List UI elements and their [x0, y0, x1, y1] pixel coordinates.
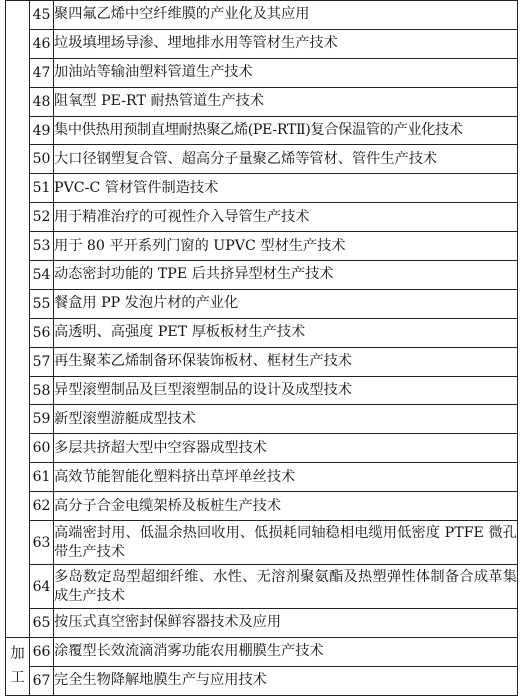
- table-row: [6, 347, 518, 376]
- row-number: 49: [30, 116, 54, 145]
- technology-name: 高透明、高强度 PET 厚板板材生产技术: [54, 318, 518, 347]
- table-row: [6, 492, 518, 521]
- table-row: [6, 29, 518, 58]
- technology-name: 聚四氟乙烯中空纤维膜的产业化及其应用: [54, 1, 518, 30]
- table-row: [6, 87, 518, 116]
- technology-name: 动态密封功能的 TPE 后共挤异型材生产技术: [54, 261, 518, 290]
- row-number: 67: [30, 666, 54, 695]
- technology-name: 新型滚塑游艇成型技术: [54, 405, 518, 434]
- table-row: [6, 289, 518, 318]
- technology-table: [5, 0, 518, 696]
- row-number: 60: [30, 434, 54, 463]
- technology-name: 高效节能智能化塑料挤出草坪单丝技术: [54, 463, 518, 492]
- technology-name: 大口径钢塑复合管、超高分子量聚乙烯等管材、管件生产技术: [54, 145, 518, 174]
- row-number: 53: [30, 232, 54, 261]
- category-cell-top: [6, 1, 30, 638]
- table-row: [6, 116, 518, 145]
- technology-name: PVC-C 管材管件制造技术: [54, 174, 518, 203]
- row-number: 46: [30, 29, 54, 58]
- row-number: 48: [30, 87, 54, 116]
- technology-name: 餐盒用 PP 发泡片材的产业化: [54, 289, 518, 318]
- table-row: [6, 637, 518, 666]
- technology-name: 阻氧型 PE-RT 耐热管道生产技术: [54, 87, 518, 116]
- table-row: [6, 1, 518, 30]
- technology-name: 再生聚苯乙烯制备环保装饰板材、框材生产技术: [54, 347, 518, 376]
- table-row: [6, 174, 518, 203]
- table-row: [6, 261, 518, 290]
- row-number: 47: [30, 58, 54, 87]
- row-number: 45: [30, 1, 54, 30]
- row-number: 55: [30, 289, 54, 318]
- table-row: [6, 565, 518, 609]
- table-row: [6, 58, 518, 87]
- row-number: 52: [30, 203, 54, 232]
- row-number: 61: [30, 463, 54, 492]
- table-row: [6, 666, 518, 695]
- row-number: 66: [30, 637, 54, 666]
- row-number: 62: [30, 492, 54, 521]
- row-number: 57: [30, 347, 54, 376]
- technology-name: 完全生物降解地膜生产与应用技术: [54, 666, 518, 695]
- technology-name: 垃圾填埋场导渗、埋地排水用等管材生产技术: [54, 29, 518, 58]
- table-row: [6, 434, 518, 463]
- row-number: 56: [30, 318, 54, 347]
- table-row: [6, 145, 518, 174]
- row-number: 64: [30, 565, 54, 609]
- technology-name: 加油站等输油塑料管道生产技术: [54, 58, 518, 87]
- table-body: [6, 1, 518, 696]
- table-row: [6, 203, 518, 232]
- category-cell-processing: [6, 637, 30, 695]
- table-row: [6, 405, 518, 434]
- row-number: 54: [30, 261, 54, 290]
- technology-name: 集中供热用预制直埋耐热聚乙烯(PE-RTⅡ)复合保温管的产业化技术: [54, 116, 518, 145]
- table-row: [6, 521, 518, 565]
- technology-name: 用于精准治疗的可视性介入导管生产技术: [54, 203, 518, 232]
- technology-name: 多层共挤超大型中空容器成型技术: [54, 434, 518, 463]
- row-number: 58: [30, 376, 54, 405]
- technology-name: 高端密封用、低温余热回收用、低损耗同轴稳相电缆用低密度 PTFE 微孔带生产技术: [54, 521, 518, 565]
- technology-name: 高分子合金电缆架桥及板桩生产技术: [54, 492, 518, 521]
- row-number: 50: [30, 145, 54, 174]
- table-row: [6, 376, 518, 405]
- table-row: [6, 232, 518, 261]
- row-number: 59: [30, 405, 54, 434]
- category-label: 加工: [10, 646, 25, 687]
- table-row: [6, 463, 518, 492]
- row-number: 65: [30, 609, 54, 638]
- table-row: [6, 609, 518, 638]
- technology-name: 按压式真空密封保鲜容器技术及应用: [54, 609, 518, 638]
- technology-name: 涂覆型长效流滴消雾功能农用棚膜生产技术: [54, 637, 518, 666]
- technology-name: 用于 80 平开系列门窗的 UPVC 型材生产技术: [54, 232, 518, 261]
- technology-name: 多岛数定岛型超细纤维、水性、无溶剂聚氨酯及热塑弹性体制备合成革集成生产技术: [54, 565, 518, 609]
- row-number: 51: [30, 174, 54, 203]
- table-row: [6, 318, 518, 347]
- row-number: 63: [30, 521, 54, 565]
- technology-name: 异型滚塑制品及巨型滚塑制品的设计及成型技术: [54, 376, 518, 405]
